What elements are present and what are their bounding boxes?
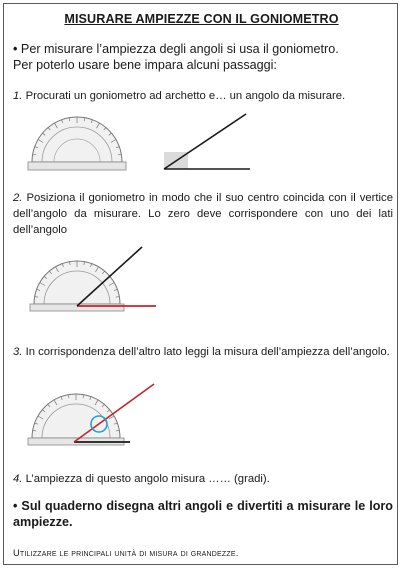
footnote: Utilizzare le principali unità di misura di grandezze. [13, 548, 239, 558]
step-2-text: Posiziona il goniometro in modo che il suo centro coincida con il vertice dell’angolo da misurare. Lo zero deve corrispondere con uno dei lati dell’angolo [13, 192, 393, 236]
closing-instruction [13, 498, 393, 530]
protractor-icon [28, 394, 124, 445]
intro-line-1: Per misurare l’ampiezza degli angoli si usa il goniometro. [20, 42, 339, 56]
step-4-text: L’ampiezza di questo angolo misura …… (gradi). [25, 473, 270, 485]
worksheet [3, 3, 398, 565]
angle-icon [164, 114, 250, 169]
step-2 [13, 190, 393, 238]
step-2-number: 2. [13, 192, 23, 204]
outro-bullet: • [13, 499, 18, 513]
step-3-number: 3. [13, 346, 23, 358]
step-4-number: 4. [13, 473, 23, 485]
outro-text: Sul quaderno disegna altri angoli e divertiti a misurare le loro ampiezze. [13, 499, 394, 529]
protractor-icon [30, 261, 124, 311]
step-1-number: 1. [13, 90, 23, 102]
intro-text [13, 41, 393, 73]
step-1-illustration [24, 112, 254, 174]
step-1 [13, 88, 393, 104]
intro-line-2: Per poterlo usare bene impara alcuni passaggi: [13, 58, 277, 72]
protractor-icon [28, 117, 126, 170]
intro-bullet: • [13, 42, 18, 56]
step-2-illustration [24, 244, 164, 314]
step-4 [13, 471, 393, 487]
step-3-illustration [26, 380, 166, 450]
step-3 [13, 344, 393, 360]
page-title: MISURARE AMPIEZZE CON IL GONIOMETRO [64, 12, 339, 26]
step-3-text: In corrispondenza dell’altro lato leggi la misura dell’ampiezza dell’angolo. [25, 346, 390, 358]
step-1-text: Procurati un goniometro ad archetto e… un angolo da misurare. [25, 90, 346, 102]
